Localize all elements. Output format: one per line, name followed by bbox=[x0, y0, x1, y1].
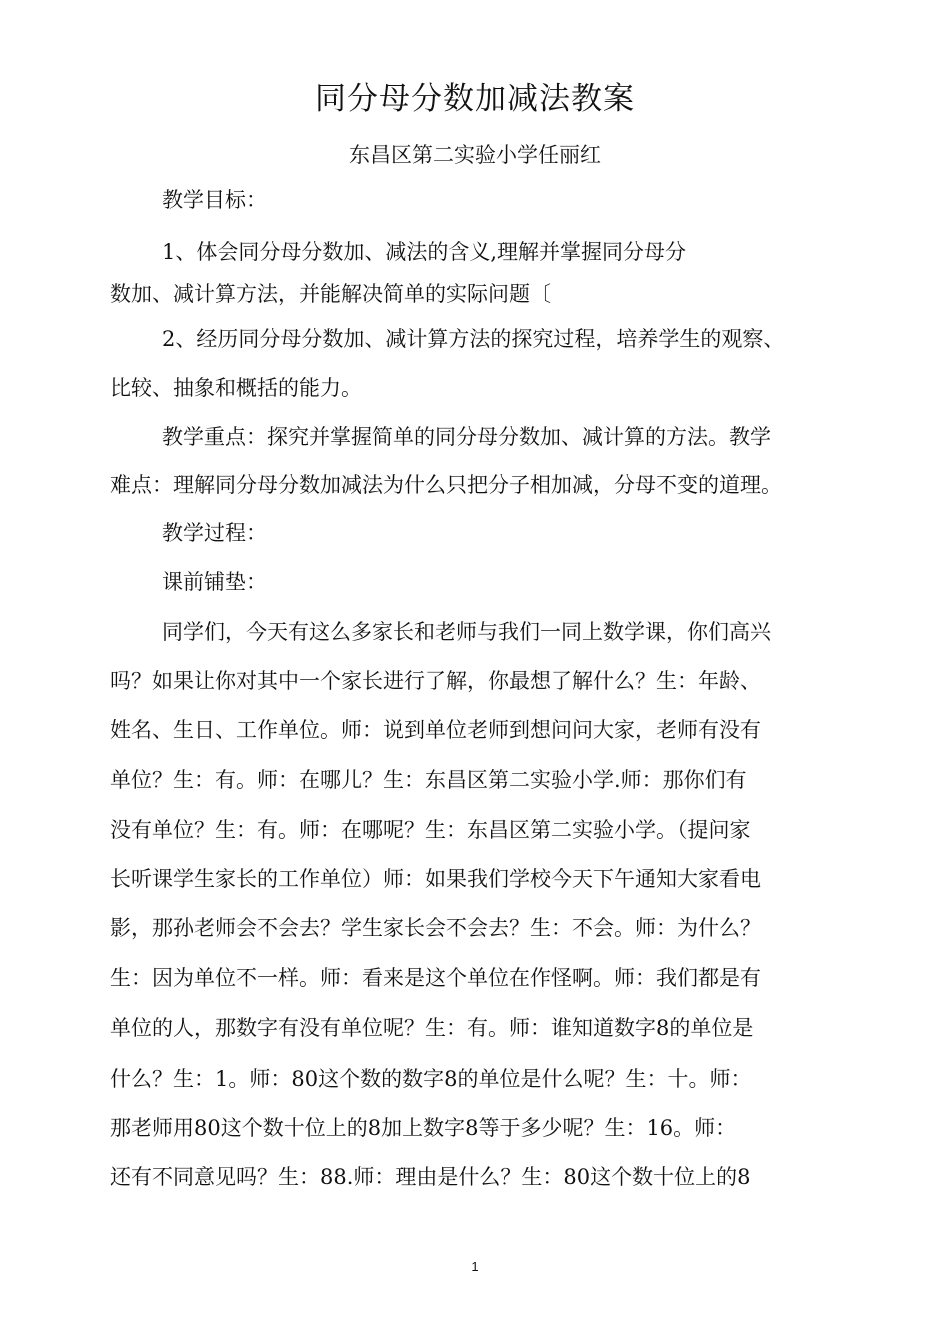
paragraph-line: 1、体会同分母分数加、减法的含义,理解并掌握同分母分 bbox=[162, 240, 687, 264]
paragraph-line: 还有不同意见吗？生：88.师：理由是什么？生：80这个数十位上的8 bbox=[110, 1165, 751, 1189]
document-title: 同分母分数加减法教案 bbox=[315, 81, 635, 117]
paragraph-line: 2、经历同分母分数加、减计算方法的探究过程，培养学生的观察、 bbox=[162, 327, 785, 351]
paragraph-line: 姓名、生日、工作单位。师：说到单位老师到想问问大家，老师有没有 bbox=[110, 718, 761, 742]
paragraph-line: 生：因为单位不一样。师：看来是这个单位在作怪啊。师：我们都是有 bbox=[110, 966, 761, 990]
section-heading-process: 教学过程： bbox=[162, 521, 267, 545]
paragraph-line: 数加、减计算方法，并能解决简单的实际问题〔 bbox=[110, 282, 551, 306]
paragraph-line: 单位的人，那数字有没有单位呢？生：有。师：谁知道数字8的单位是 bbox=[110, 1016, 754, 1040]
paragraph-line: 单位？生：有。师：在哪儿？生：东昌区第二实验小学.师：那你们有 bbox=[110, 768, 747, 792]
paragraph-line: 那老师用80这个数十位上的8加上数字8等于多少呢？生：16。师： bbox=[110, 1116, 737, 1140]
paragraph-line: 难点：理解同分母分数加减法为什么只把分子相加减，分母不变的道理。 bbox=[110, 473, 782, 497]
paragraph-line: 什么？生：1。师：80这个数的数字8的单位是什么呢？生：十。师： bbox=[110, 1067, 752, 1091]
section-heading-preparation: 课前铺垫： bbox=[162, 570, 267, 594]
paragraph-line: 长听课学生家长的工作单位）师：如果我们学校今天下午通知大家看电 bbox=[110, 867, 761, 891]
document-author: 东昌区第二实验小学任丽红 bbox=[349, 143, 601, 167]
paragraph-line: 吗？如果让你对其中一个家长进行了解，你最想了解什么？生：年龄、 bbox=[110, 669, 761, 693]
paragraph-line: 影，那孙老师会不会去？学生家长会不会去？生：不会。师：为什么？ bbox=[110, 916, 761, 940]
section-heading-goals: 教学目标： bbox=[162, 188, 267, 212]
paragraph-line: 教学重点：探究并掌握简单的同分母分数加、减计算的方法。教学 bbox=[162, 425, 771, 449]
paragraph-line: 同学们，今天有这么多家长和老师与我们一同上数学课，你们高兴 bbox=[162, 620, 771, 644]
page-number: 1 bbox=[471, 1259, 479, 1274]
paragraph-line: 没有单位？生：有。师：在哪呢？生：东昌区第二实验小学。（提问家 bbox=[110, 818, 751, 842]
paragraph-line: 比较、抽象和概括的能力。 bbox=[110, 376, 362, 400]
